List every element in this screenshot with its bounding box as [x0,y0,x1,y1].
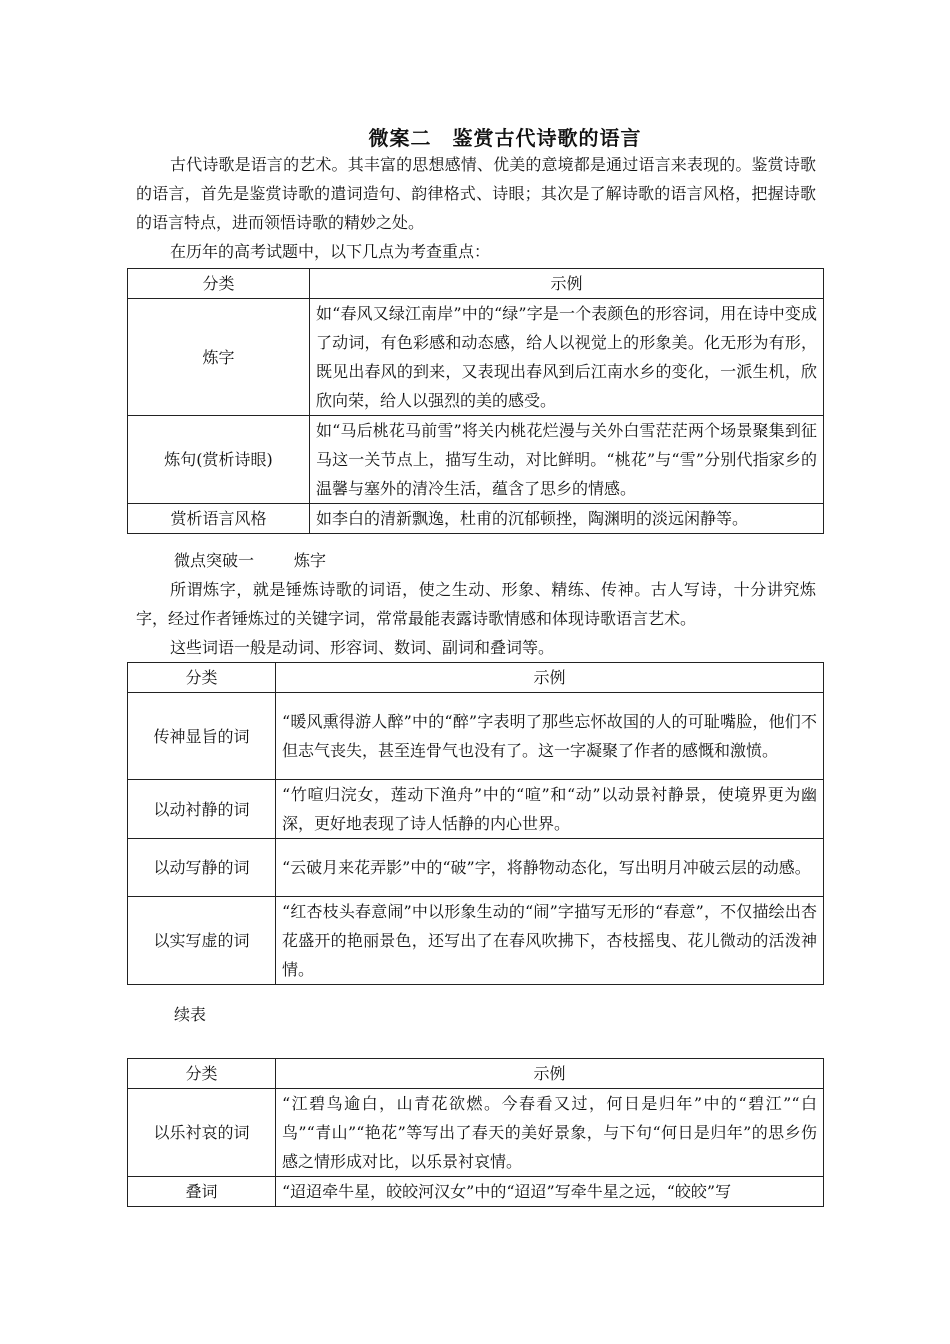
page-title: 微案二 鉴赏古代诗歌的语言 [368,126,642,150]
header-example: 示例 [276,1059,824,1089]
table-word-refining [127,662,824,985]
words-line: 这些词语一般是动词、形容词、数词、副词和叠词等。 [170,638,555,657]
row-example: “迢迢牵牛星，皎皎河汉女”中的“迢迢”写牵牛星之远，“皎皎”写 [276,1177,824,1207]
table-row [128,839,824,897]
row-category: 以乐衬哀的词 [128,1089,276,1177]
table-language-appreciation [127,268,824,534]
table-row [128,693,824,780]
row-category: 以实写虚的词 [128,897,276,985]
focus-line: 在历年的高考试题中，以下几点为考查重点： [170,242,491,261]
row-category: 赏析语言风格 [128,504,310,534]
table-row [128,1177,824,1207]
row-example: “暖风熏得游人醉”中的“醉”字表明了那些忘怀故国的人的可耻嘴脸，他们不但志气丧失，甚至连骨气也没有了。这一字凝聚了作者的感慨和激愤。 [276,693,824,780]
section-heading [174,546,326,575]
table-row [128,504,824,534]
table-header-row [128,269,824,299]
header-category: 分类 [128,663,276,693]
table-row [128,1089,824,1177]
row-category: 炼句(赏析诗眼) [128,416,310,504]
row-example: “竹喧归浣女，莲动下渔舟”中的“喧”和“动”以动景衬静景，使境界更为幽深，更好地表现了诗人恬静的内心世界。 [276,780,824,839]
table-word-refining-continued [127,1058,824,1207]
table-header-row [128,1059,824,1089]
header-category: 分类 [128,269,310,299]
section-label: 微点突破一 [174,551,255,570]
row-category: 传神显旨的词 [128,693,276,780]
row-category: 以动衬静的词 [128,780,276,839]
header-example: 示例 [276,663,824,693]
row-category: 炼字 [128,299,310,416]
row-example: 如“春风又绿江南岸”中的“绿”字是一个表颜色的形容词，用在诗中变成了动词，有色彩感和动态感，给人以视觉上的形象美。化无形为有形，既见出春风的到来，又表现出春风到后江南水乡的变化，一派生机，欣欣向荣，给人以强烈的美的感受。 [310,299,824,416]
table-row [128,897,824,985]
continued-label: 续表 [174,1005,207,1024]
row-example: “云破月来花弄影”中的“破”字，将静物动态化，写出明月冲破云层的动感。 [276,839,824,897]
row-category: 以动写静的词 [128,839,276,897]
header-category: 分类 [128,1059,276,1089]
intro-paragraph: 古代诗歌是语言的艺术。其丰富的思想感情、优美的意境都是通过语言来表现的。鉴赏诗歌的语言，首先是鉴赏诗歌的遣词造句、韵律格式、诗眼；其次是了解诗歌的语言风格，把握诗歌的语言特点，进而领悟诗歌的精妙之处。 [136,155,816,232]
table-header-row [128,663,824,693]
section-paragraph: 所谓炼字，就是锤炼诗歌的词语，使之生动、形象、精练、传神。古人写诗，十分讲究炼字，经过作者锤炼过的关键字词，常常最能表露诗歌情感和体现诗歌语言艺术。 [136,580,816,628]
section-name: 炼字 [294,551,327,570]
row-example: “红杏枝头春意闹”中以形象生动的“闹”字描写无形的“春意”，不仅描绘出杏花盛开的艳丽景色，还写出了在春风吹拂下，杏枝摇曳、花儿微动的活泼神情。 [276,897,824,985]
row-category: 叠词 [128,1177,276,1207]
row-example: 如李白的清新飘逸，杜甫的沉郁顿挫，陶渊明的淡远闲静等。 [310,504,824,534]
table-row [128,416,824,504]
table-row [128,299,824,416]
header-example: 示例 [310,269,824,299]
row-example: 如“马后桃花马前雪”将关内桃花烂漫与关外白雪茫茫两个场景聚集到征马这一关节点上，描写生动，对比鲜明。“桃花”与“雪”分别代指家乡的温馨与塞外的清冷生活，蕴含了思乡的情感。 [310,416,824,504]
table-row [128,780,824,839]
row-example: “江碧鸟逾白，山青花欲燃。今春看又过，何日是归年”中的“碧江”“白鸟”“青山”“艳花”等写出了春天的美好景象，与下句“何日是归年”的思乡伤感之情形成对比，以乐景衬哀情。 [276,1089,824,1177]
